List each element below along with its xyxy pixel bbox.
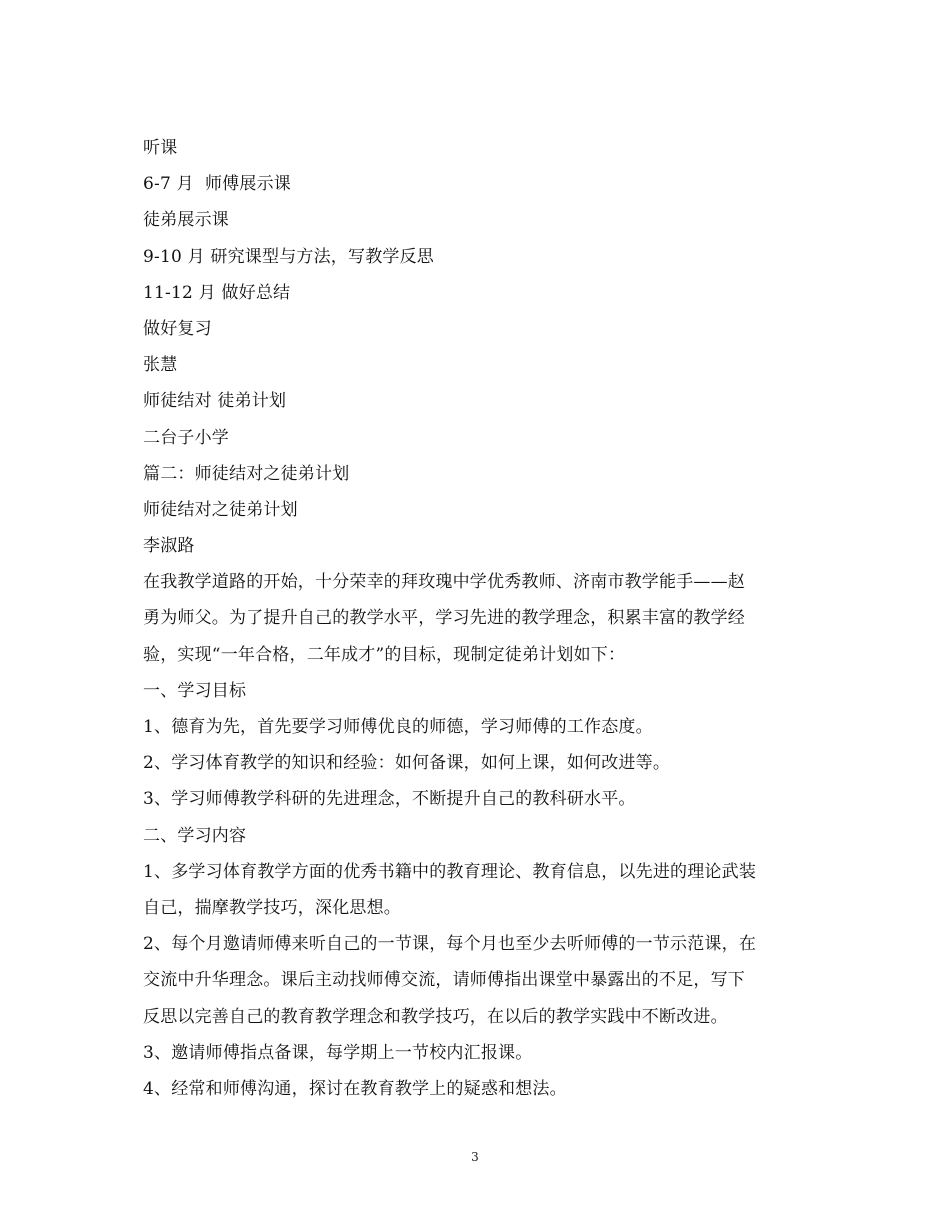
list-item: 交流中升华理念。课后主动找师傅交流，请师傅指出课堂中暴露出的不足，写下	[143, 970, 745, 991]
paragraph-line: 验，实现“一年合格，二年成才”的目标，现制定徒弟计划如下：	[143, 644, 626, 665]
list-item: 2、学习体育教学的知识和经验：如何备课，如何上课，如何改进等。	[143, 753, 671, 774]
text-line: 做好复习	[143, 318, 212, 339]
school-name: 二台子小学	[143, 427, 229, 448]
document-title: 师徒结对之徒弟计划	[143, 499, 298, 520]
text-line: 徒弟展示课	[143, 210, 229, 231]
section-heading: 二、学习内容	[143, 825, 247, 846]
author-name: 李淑路	[143, 536, 195, 557]
paragraph-line: 在我教学道路的开始，十分荣幸的拜玫瑰中学优秀教师、济南市教学能手——赵	[143, 572, 745, 593]
text-line: 师徒结对 徒弟计划	[143, 391, 287, 412]
paragraph-line: 勇为师父。为了提升自己的教学水平，学习先进的教学理念，积累丰富的教学经	[143, 608, 745, 629]
text-line: 9-10 月 研究课型与方法，写教学反思	[143, 246, 434, 267]
page-number: 3	[471, 1150, 479, 1164]
list-item: 4、经常和师傅沟通，探讨在教育教学上的疑惑和想法。	[143, 1078, 567, 1099]
section-heading: 篇二：师徒结对之徒弟计划	[143, 463, 350, 484]
list-item: 1、德育为先，首先要学习师傅优良的师德，学习师傅的工作态度。	[143, 717, 653, 737]
list-item: 2、每个月邀请师傅来听自己的一节课，每个月也至少去听师傅的一节示范课，在	[143, 934, 757, 955]
text-line: 11-12 月 做好总结	[143, 282, 291, 303]
list-item: 自己，揣摩教学技巧，深化思想。	[143, 897, 401, 918]
author-name: 张慧	[143, 355, 178, 376]
section-heading: 一、学习目标	[143, 680, 247, 701]
list-item: 反思以完善自己的教育教学理念和教学技巧，在以后的教学实践中不断改进。	[143, 1006, 728, 1027]
list-item: 1、多学习体育教学方面的优秀书籍中的教育理论、教育信息，以先进的理论武装	[143, 861, 757, 882]
text-line: 听课	[143, 138, 178, 158]
list-item: 3、学习师傅教学科研的先进理念，不断提升自己的教科研水平。	[143, 789, 636, 810]
list-item: 3、邀请师傅指点备课，每学期上一节校内汇报课。	[143, 1042, 533, 1063]
document-body	[143, 130, 823, 1107]
text-line: 6-7 月 师傅展示课	[143, 174, 291, 195]
